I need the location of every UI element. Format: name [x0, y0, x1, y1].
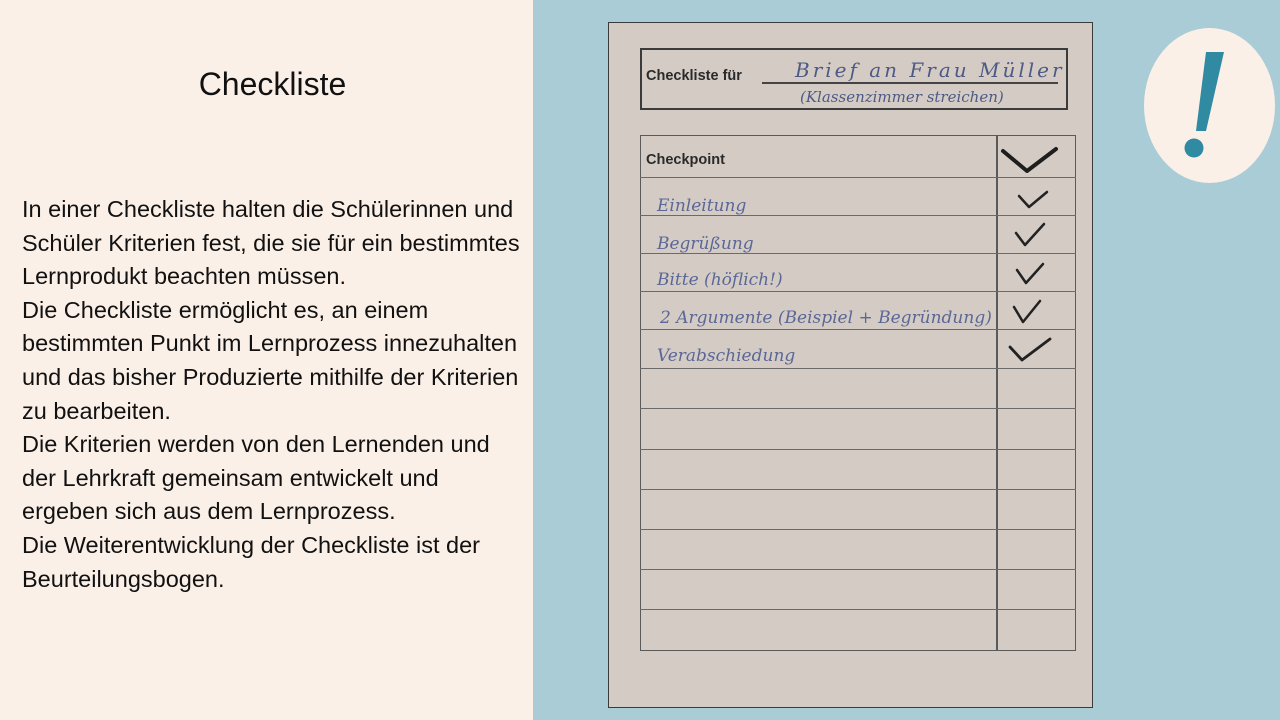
checklist-item: 2 Argumente (Beispiel + Begründung): [660, 308, 992, 328]
table-rule: [640, 408, 1076, 409]
paragraph-2: Die Checkliste ermöglicht es, an einem bestimmten Punkt im Lernprozess innezuhalten und das bisher Produzierte mithilfe der Kriterien zu bearbeiten.: [22, 296, 519, 424]
table-rule: [640, 609, 1076, 610]
paragraph-1: In einer Checkliste halten die Schülerinnen und Schüler Kriterien fest, die sie für ein bestimmtes Lernprodukt beachten müssen.: [22, 196, 520, 290]
handwritten-title: Brief an Frau Müller: [795, 58, 1065, 82]
checkpoint-column-label: Checkpoint: [646, 152, 725, 168]
checkmark-icon: [1012, 220, 1048, 250]
exclamation-badge: [1144, 28, 1275, 183]
checklist-item: Verabschiedung: [657, 346, 796, 366]
checkmark-icon: [1013, 260, 1047, 288]
exclamation-icon: [1144, 28, 1275, 183]
checklist-item: Begrüßung: [657, 234, 754, 254]
check-column-divider: [996, 135, 998, 651]
checkmark-icon: [1015, 188, 1051, 212]
slide-body: [22, 193, 527, 596]
table-rule: [640, 177, 1076, 178]
checklist-item: Einleitung: [657, 196, 747, 216]
checkmark-icon: [1010, 297, 1044, 327]
slide-title: Checkliste: [198, 66, 347, 102]
table-rule: [640, 529, 1076, 530]
header-underline: [762, 82, 1058, 84]
checkmark-icon: [1006, 335, 1054, 365]
table-rule: [640, 329, 1076, 330]
handwritten-subtitle: (Klassenzimmer streichen): [800, 88, 1004, 106]
checkmark-icon: [1000, 143, 1060, 177]
table-rule: [640, 489, 1076, 490]
checklist-item: Bitte (höflich!): [657, 270, 783, 290]
paragraph-4: Die Weiterentwicklung der Checkliste ist der Beurteilungsbogen.: [22, 531, 480, 592]
table-rule: [640, 569, 1076, 570]
paragraph-3: Die Kriterien werden von den Lernenden und der Lehrkraft gemeinsam entwickelt und ergeben sich aus dem Lernprozess.: [22, 431, 490, 525]
table-rule: [640, 449, 1076, 450]
table-rule: [640, 291, 1076, 292]
table-rule: [640, 368, 1076, 369]
sheet-header-label: Checkliste für: [646, 68, 742, 84]
